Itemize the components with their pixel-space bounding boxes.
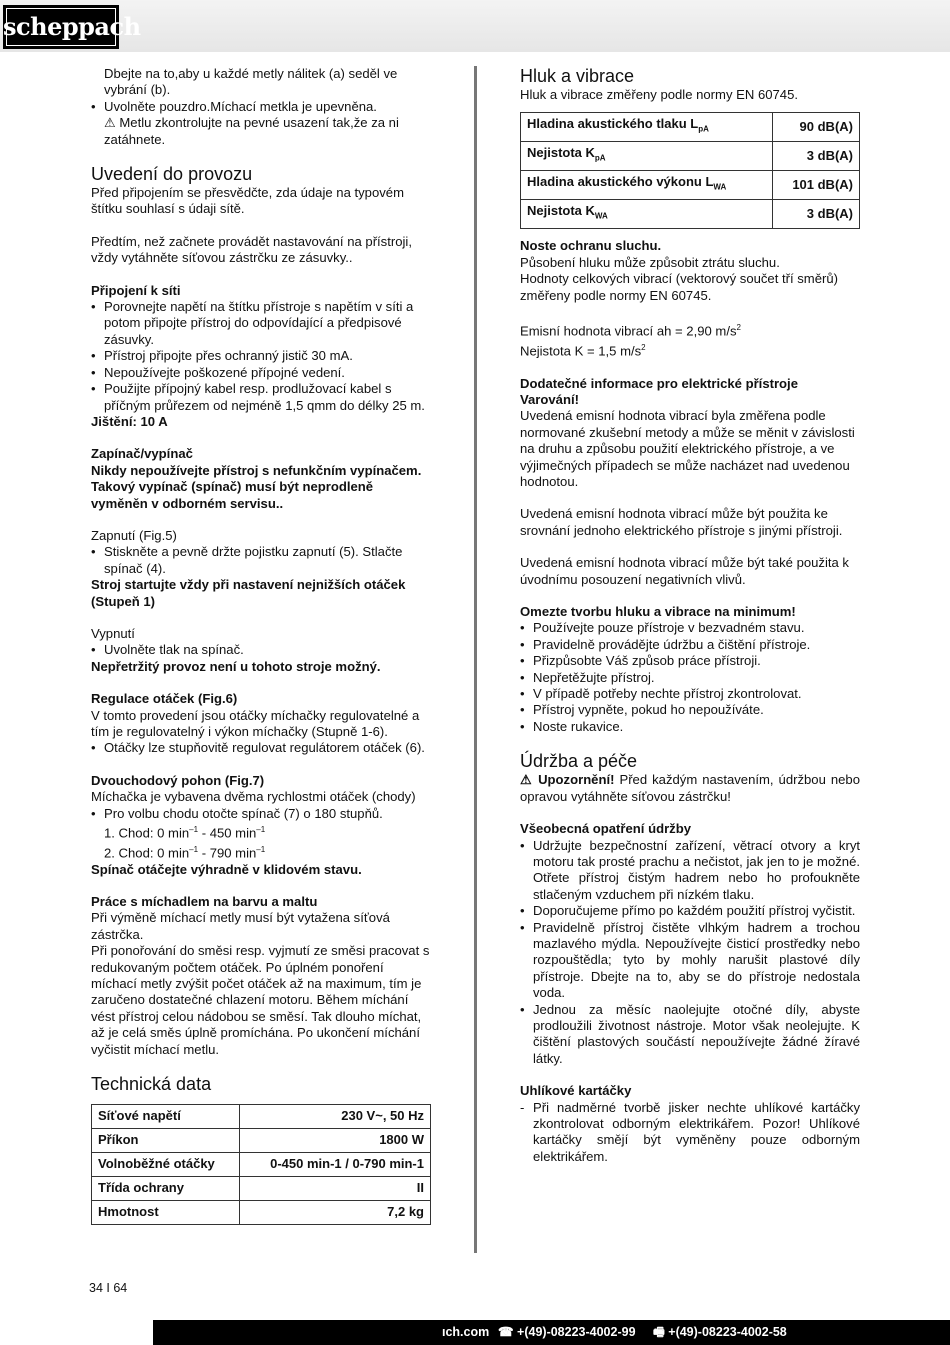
speed-line-2: 2. Chod: 0 $\min^{-1} - 790$ $\min^{-1}$ [104, 844, 266, 861]
footer-phone: ☎ +(49)-08223-4002-99 [498, 1325, 636, 1339]
section-title-udrzba: Údržba a péče [520, 751, 638, 772]
right-column [520, 66, 860, 1165]
warning-label: Varování! [520, 391, 579, 407]
list-item: • Nepoužívejte poškozené přípojné vedení. [91, 365, 431, 381]
table-row: Nejistota $K_{WA}$ 3 dB(A) [521, 200, 860, 229]
list-item: • Přístroj připojte přes ochranný jistič 30 mA. [91, 348, 431, 364]
list-item: • Pravidelně provádějte údržbu a čištění přístroje. [520, 637, 860, 653]
subsection-title-dodatecne: Dodatečné informace pro elektrické přístroje [520, 375, 798, 391]
subsection-title-pripojeni: Připojení k síti [91, 282, 181, 298]
subsection-title-vseobecna: Všeobecná opatření údržby [520, 821, 691, 837]
list-item: • Používejte pouze přístroje v bezvadném stavu. [520, 620, 860, 636]
bold-note: Stroj startujte vždy při nastavení nejnižších otáček (Stupeň 1) [91, 577, 406, 609]
brand-logo-text: scheppach [3, 12, 141, 41]
bold-note: Nepřetržitý provoz není u tohoto stroje možný. [91, 658, 381, 674]
subsection-title-dvouchodovy: Dvouchodový pohon (Fig.7) [91, 772, 265, 788]
paragraph: Působení hluku může způsobit ztrátu sluchu. [520, 254, 780, 270]
intro-text: Dbejte na to,aby u každé metly nálitek (a) seděl ve vybrání (b). [104, 66, 398, 98]
warning-text: ⚠ Upozornění! Před každým nastavením, údržbou nebo opravou vytáhněte síťovou zástrčku! [520, 772, 860, 804]
list-item: • Použijte přípojný kabel resp. prodlužovací kabel s příčným průřezem od nejméně 1,5 qmm do délky 25 m. [91, 381, 431, 414]
list-item: • Udržujte bezpečnostní zařízení, větrací otvory a kryt motoru tak prosté prachu a nečistot, jak jen to je možné. Otřete přístroj čistým hadrem nebo ho profoukněte stlačeným vzduchem při nízkém tlaku. [520, 838, 860, 904]
speed-line-1: 1. Chod: 0 $\min^{-1} - 450$ $\min^{-1}$ [104, 825, 266, 841]
paragraph: Hodnoty celkových vibrací (vektorový součet tří směrů) změřeny podle normy EN 60745. [520, 271, 838, 303]
paragraph: Předtím, než začnete provádět nastavování na přístroji, vždy vytáhněte síťovou zástrčku ze zásuvky.. [91, 233, 412, 266]
noise-table [520, 112, 860, 229]
subsection-title-zapinac: Zapínač/vypínač [91, 446, 193, 462]
page-number: 34 I 64 [89, 1281, 128, 1295]
list-item: • Doporučujeme přímo po každém použití přístroj vyčistit. [520, 903, 860, 919]
table-row: Hmotnost 7,2 kg [92, 1201, 431, 1225]
list-item: • V případě potřeby nechte přístroj zkontrolovat. [520, 686, 860, 702]
bold-note: Spínač otáčejte výhradně v klidovém stavu. [91, 861, 362, 877]
fuse-text: Jištění: 10 A [91, 413, 168, 429]
table-row: Příkon 1800 W [92, 1129, 431, 1153]
subsection-title-uhlikove: Uhlíkové kartáčky [520, 1083, 632, 1099]
tech-data-table [91, 1104, 431, 1225]
header-bar [0, 0, 950, 52]
table-row: Síťové napětí 230 V~, 50 Hz [92, 1105, 431, 1129]
paragraph: Při ponořování do směsi resp. vyjmutí ze směsi pracovat s redukovaným počtem otáček. Po úplném ponoření míchací metly zvýšit počet otáček až na maximum, tím je zaručeno dostatečné chlazení motoru. Během míchání vést přístroj celou nádobou se směsí. Tak dlouho míchat, až je celá směs úplně promíchána. Po ukončení míchání vyčistit míchací metlu. [91, 943, 430, 1057]
list-item: • Pravidelně přístroj čistěte vlhkým hadrem a trochou mazlavého mýdla. Nepoužívejte čisticí prostředky nebo rozpouštědla; tyto by mohly narušit plastové díly přístroje. Dbejte na to, aby se do přístroje nedostala voda. [520, 920, 860, 1002]
paragraph: Míchačka je vybavena dvěma rychlostmi otáček (chody) [91, 789, 416, 805]
list-item: • Uvolněte tlak na spínač. [91, 642, 431, 658]
list-item: • Pro volbu chodu otočte spínač (7) o 180 stupňů. [91, 806, 431, 822]
paragraph: Uvedená emisní hodnota vibrací může být použita ke srovnání jednoho elektrického přístroje s jinými přístroji. [520, 506, 843, 538]
list-item: • Noste rukavice. [520, 719, 860, 735]
table-row: Volnoběžné otáčky 0-450 min-1 / 0-790 min-1 [92, 1153, 431, 1177]
brand-logo [3, 5, 141, 49]
section-title-technicka-data: Technická data [91, 1074, 212, 1095]
paragraph: Uvedená emisní hodnota vibrací byla změřena podle normované zkušební metody a může se měnit v závislosti na druhu a způsobu použití elektrického přístroje, a ve výjimečných případech se může nacházet nad uvedenou hodnotou. [520, 408, 855, 489]
list-item: • Uvolněte pouzdro.Míchací metkla je upevněna. [91, 99, 431, 115]
section-title-hluk: Hluk a vibrace [520, 66, 635, 86]
subsection-title-omezte: Omezte tvorbu hluku a vibrace na minimum! [520, 604, 796, 620]
warning-text: ⚠ Metlu zkontrolujte na pevné usazení tak,že za ni zatáhnete. [104, 115, 399, 147]
paragraph: Hluk a vibrace změřeny podle normy EN 60745. [520, 87, 799, 102]
list-item: • Stiskněte a pevně držte pojistku zapnutí (5). Stlačte spínač (4). [91, 544, 431, 577]
vibration-value: Emisní hodnota vibrací ah = 2,90 $m/s^2$ [520, 323, 741, 339]
label-vypnuti: Vypnutí [91, 625, 135, 641]
list-item: • Přístroj vypněte, pokud ho nepoužíváte. [520, 702, 860, 718]
footer-fax: 🖷 +(49)-08223-4002-58 [653, 1325, 787, 1339]
table-row: Hladina akustického tlaku $L_{pA}$ 90 dB(A) [521, 113, 860, 142]
paragraph: Před připojením se přesvědčte, zda údaje na typovém štítku souhlasí s údaji sítě. [91, 185, 404, 217]
footer-bar [153, 1320, 950, 1345]
list-item: • Přizpůsobte Váš způsob práce přístroji. [520, 653, 860, 669]
paragraph: Při výměně míchací metly musí být vytažena síťová zástrčka. [91, 910, 390, 942]
subsection-title-prace: Práce s míchadlem na barvu a maltu [91, 893, 318, 909]
list-item: • Otáčky lze stupňovitě regulovat regulátorem otáček (6). [91, 740, 431, 756]
column-divider [474, 66, 477, 1253]
list-item: • Nepřetěžujte přístroj. [520, 670, 860, 686]
table-row: Hladina akustického výkonu $L_{WA}$ 101 dB(A) [521, 171, 860, 200]
footer-web: ıch.com [442, 1325, 490, 1339]
subsection-title-regulace: Regulace otáček (Fig.6) [91, 691, 238, 707]
table-row: Nejistota $K_{pA}$ 3 dB(A) [521, 142, 860, 171]
list-item: • Jednou za měsíc naolejujte otočné díly, abyste prodloužili životnost nástroje. Motor však neolejujte. K čištění plastových součástí nepoužívejte žádné žíravé látky. [520, 1002, 860, 1068]
label-zapnuti: Zapnutí (Fig.5) [91, 527, 177, 543]
paragraph: Uvedená emisní hodnota vibrací může být také použita k úvodnímu posouzení negativních vlivů. [520, 555, 849, 587]
list-item: • Porovnejte napětí na štítku přístroje s napětím v síti a potom připojte přístroj do odpovídající a předpisové zásuvky. [91, 299, 431, 348]
warning-text: Nikdy nepoužívejte přístroj s nefunkčním vypínačem. Takový vypínač (spínač) musí být neprodleně vyměněn v odborném servisu.. [91, 462, 422, 511]
subsection-title-noste: Noste ochranu sluchu. [520, 238, 662, 254]
table-row: Třída ochrany II [92, 1177, 431, 1201]
uncertainty-value: Nejistota K = 1,5 $m/s^2$ [520, 342, 646, 359]
paragraph: V tomto provedení jsou otáčky míchačky regulovatelné a tím je regulovatelný i výkon míchačky (Stupně 1-6). [91, 707, 420, 739]
list-item: - Při nadměrné tvorbě jisker nechte uhlíkové kartáčky zkontrolovat odborným elektrikářem. Pozor! Uhlíkové kartáčky smějí být vyměněny pouze odborným elektrikářem. [520, 1100, 860, 1166]
section-title-uvedeni: Uvedení do provozu [91, 164, 253, 185]
left-column [91, 66, 431, 1225]
